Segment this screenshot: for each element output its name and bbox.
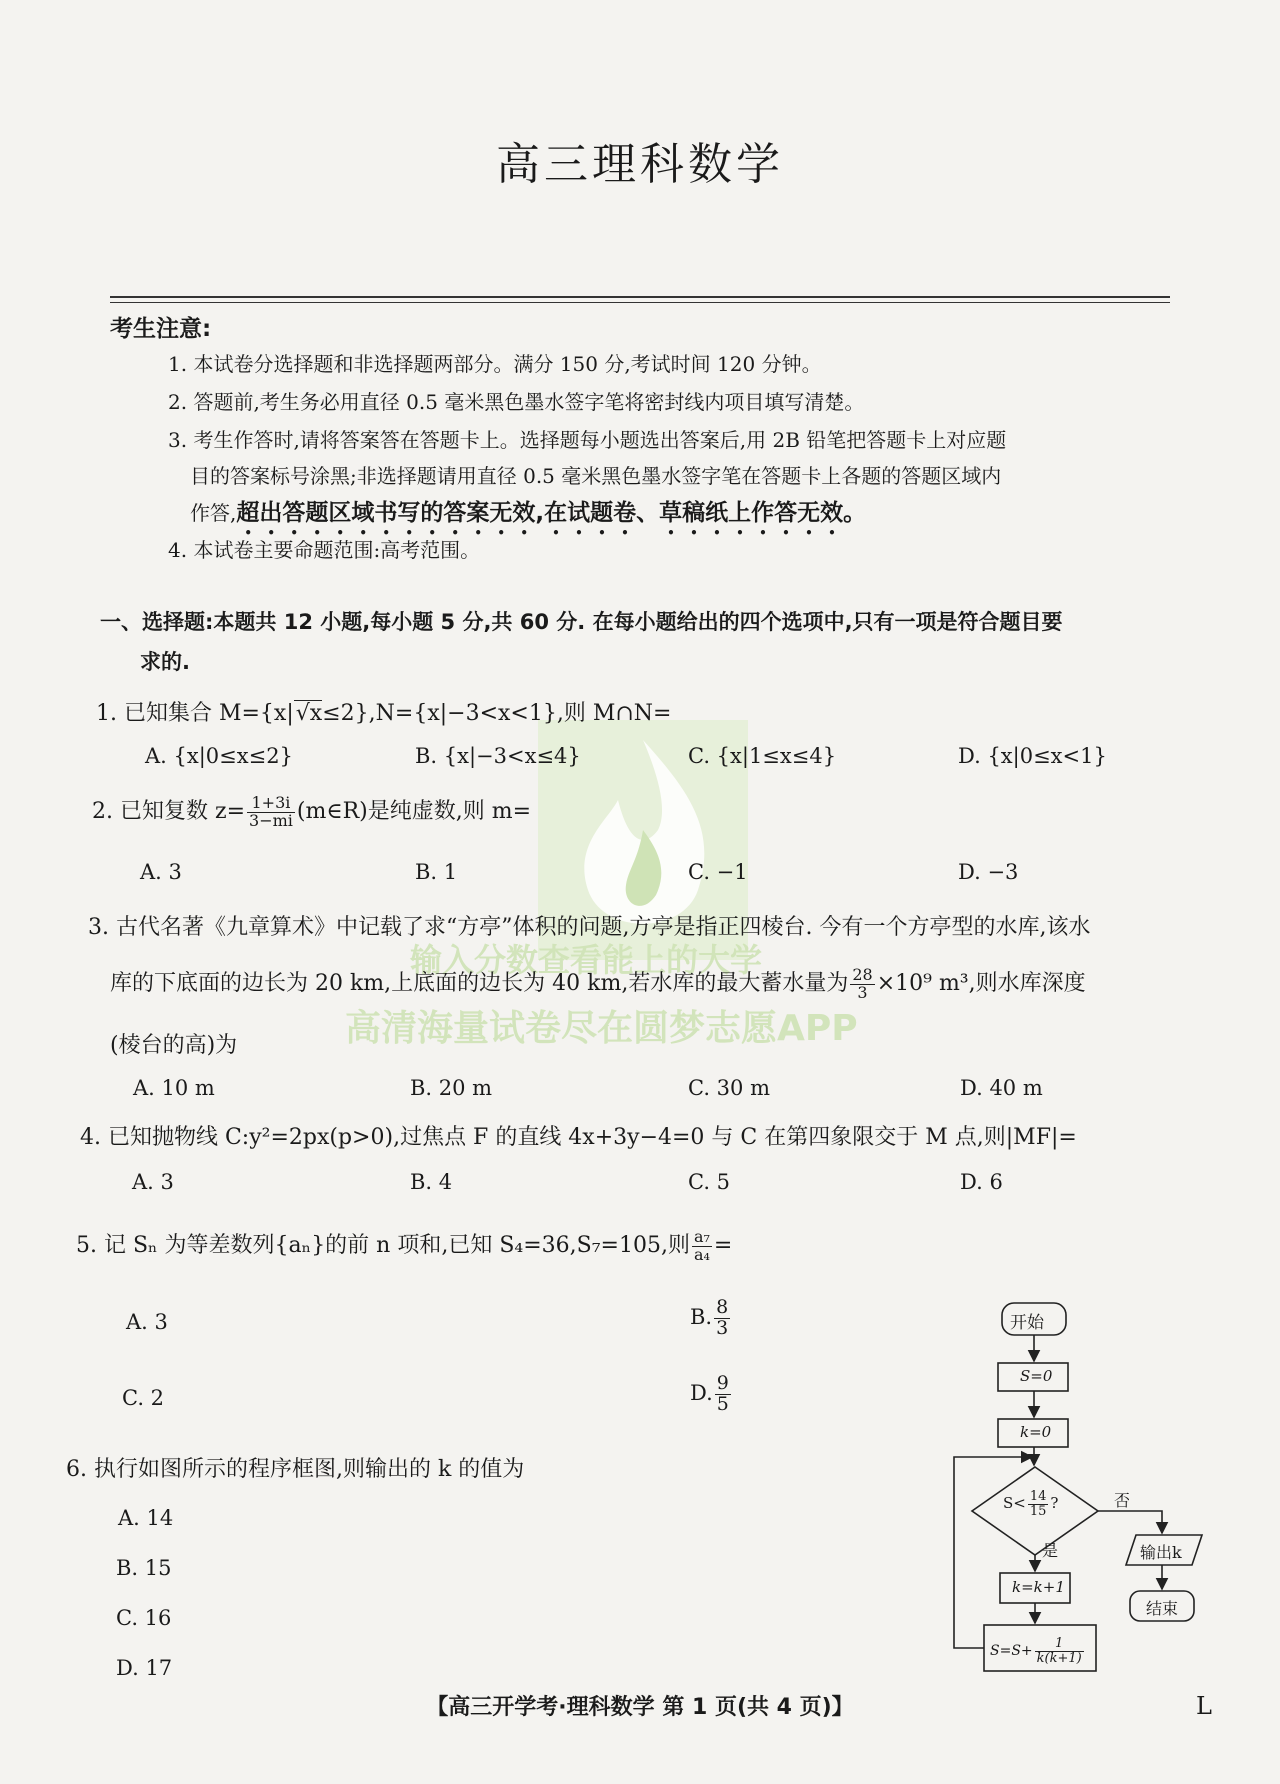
q5-stem-pre: 5. 记 Sₙ 为等差数列{aₙ}的前 n 项和,已知 S₄=36,S₇=105,则 [76,1233,690,1258]
q3-line2-pre: 库的下底面的边长为 20 km,上底面的边长为 40 km,若水库的最大蓄水量为 [110,971,849,996]
notice-1: 1. 本试卷分选择题和非选择题两部分。满分 150 分,考试时间 120 分钟。 [168,352,822,376]
flow-upd-pre: S=S+ [990,1643,1033,1660]
header-rule-top [110,296,1170,298]
question-1 [96,696,671,727]
q5-fraction [692,1226,712,1264]
q1-option-d: D. {x|0≤x<1} [958,744,1107,768]
notice-3-cont: 目的答案标号涂黑;非选择题请用直径 0.5 毫米黑色墨水签字笔在答题卡上各题的答题区域内 [190,464,1002,488]
flow-cond-fraction [1028,1490,1049,1518]
corner-mark: L [1196,1692,1212,1720]
q5-denominator: a₄ [693,1244,710,1264]
q4-option-a: A. 3 [132,1170,174,1194]
notice-3: 3. 考生作答时,请将答案答在答题卡上。选择题每小题选出答案后,用 2B 铅笔把答题卡上对应题 [168,428,1007,452]
flow-output-label: 输出k [1140,1543,1182,1562]
q2-option-b: B. 1 [415,860,458,884]
q4-option-c: C. 5 [688,1170,731,1194]
flow-inc-label: k=k+1 [1012,1578,1065,1596]
flow-update-label [990,1637,1086,1665]
q1-sqrt-arg: x [309,701,323,726]
q5-b-den: 3 [716,1316,729,1339]
flowchart [940,1295,1220,1685]
q5-option-b [690,1298,732,1339]
question-6: 6. 执行如图所示的程序框图,则输出的 k 的值为 [66,1457,525,1482]
notice-3-emphasis: 超出答题区域书写的答案无效,在试题卷、草稿纸上作答无效。 [236,500,867,526]
q6-option-c: C. 16 [116,1606,172,1630]
q3-numerator: 28 [852,964,873,984]
q3-denominator: 3 [857,982,868,1002]
q2-stem-pre: 2. 已知复数 z= [92,799,246,824]
q2-fraction [247,792,295,830]
q2-option-c: C. −1 [688,860,748,884]
header-rule-bottom [110,302,1170,303]
watermark-line2: 高清海量试卷尽在圆梦志愿APP [345,1008,858,1049]
q4-option-d: D. 6 [960,1170,1003,1194]
q3-option-d: D. 40 m [960,1076,1043,1100]
q3-line2-post: ×10⁹ m³,则水库深度 [876,971,1086,996]
q5-numerator: a₇ [693,1226,710,1246]
notice-3-tail-plain: 作答, [190,501,237,525]
q6-option-a: A. 14 [118,1506,174,1530]
q1-option-b: B. {x|−3<x≤4} [415,744,581,768]
q4-option-b: B. 4 [410,1170,453,1194]
question-3-line3: (棱台的高)为 [110,1033,238,1058]
q5-d-fraction [715,1374,731,1415]
flow-start-label: 开始 [1010,1313,1044,1333]
q5-b-label: B. [690,1304,713,1329]
q3-fraction [850,964,874,1002]
q3-option-c: C. 30 m [688,1076,770,1100]
q2-option-d: D. −3 [958,860,1019,884]
flow-cond-pre: S< [1003,1494,1026,1513]
page-footer: 【高三开学考·理科数学 第 1 页(共 4 页)】 [426,1695,854,1720]
flow-upd-fraction [1035,1637,1084,1665]
q5-stem-post: = [713,1233,733,1258]
q5-option-d [690,1374,733,1415]
flow-no-label: 否 [1114,1491,1131,1510]
flow-upd-num: 1 [1035,1637,1084,1652]
question-4: 4. 已知抛物线 C:y²=2px(p>0),过焦点 F 的直线 4x+3y−4=0 与 C 在第四象限交于 M 点,则|MF|= [80,1125,1077,1150]
notice-heading: 考生注意: [110,316,212,342]
flow-cond-post: ? [1050,1494,1059,1513]
q6-option-b: B. 15 [116,1556,172,1580]
q2-denominator: 3−mi [249,810,293,830]
flow-end-label: 结束 [1146,1599,1179,1618]
q2-stem-post: (m∈R)是纯虚数,则 m= [296,799,532,824]
q5-option-a: A. 3 [126,1310,168,1334]
q5-d-label: D. [690,1380,713,1405]
q5-b-num: 8 [716,1296,729,1318]
q2-numerator: 1+3i [247,795,295,813]
flow-s0-label: S=0 [1020,1367,1053,1385]
flow-upd-den: k(k+1) [1036,1650,1082,1666]
q6-option-d: D. 17 [116,1656,173,1680]
question-2 [92,794,531,829]
question-3-line2 [110,966,1086,1001]
q1-option-c: C. {x|1≤x≤4} [688,744,837,768]
section-heading-cont: 求的. [140,650,190,674]
flow-condition-label [1003,1490,1058,1518]
question-5 [76,1228,732,1263]
notice-4: 4. 本试卷主要命题范围:高考范围。 [168,538,481,562]
notice-2: 2. 答题前,考生务必用直径 0.5 毫米黑色墨水签字笔将密封线内项目填写清楚。 [168,390,865,414]
q5-option-c: C. 2 [122,1386,165,1410]
exam-title: 高三理科数学 [496,139,784,190]
section-heading: 一、选择题:本题共 12 小题,每小题 5 分,共 60 分. 在每小题给出的四个选项中,只有一项是符合题目要 [100,610,1063,634]
flow-cond-num: 14 [1029,1489,1047,1504]
q2-option-a: A. 3 [140,860,182,884]
watermark-line1: 输入分数查看能上的大学 [410,941,763,979]
q1-option-a: A. {x|0≤x≤2} [145,744,293,768]
q1-sqrt: √x [295,701,323,726]
q3-option-b: B. 20 m [410,1076,493,1100]
q3-option-a: A. 10 m [133,1076,215,1100]
flow-k0-label: k=0 [1020,1423,1052,1441]
q5-d-den: 5 [716,1392,729,1415]
q5-b-fraction [714,1298,730,1339]
flow-cond-den: 15 [1029,1503,1047,1519]
q1-stem-pre: 1. 已知集合 M={x| [96,701,294,726]
flow-yes-label: 是 [1042,1541,1059,1560]
q5-d-num: 9 [716,1372,729,1394]
question-3-line1: 3. 古代名著《九章算术》中记载了求“方亭”体积的问题,方亭是指正四棱台. 今有一个方亭型的水库,该水 [88,915,1091,940]
q1-stem-post: ≤2},N={x|−3<x<1},则 M∩N= [322,701,672,726]
